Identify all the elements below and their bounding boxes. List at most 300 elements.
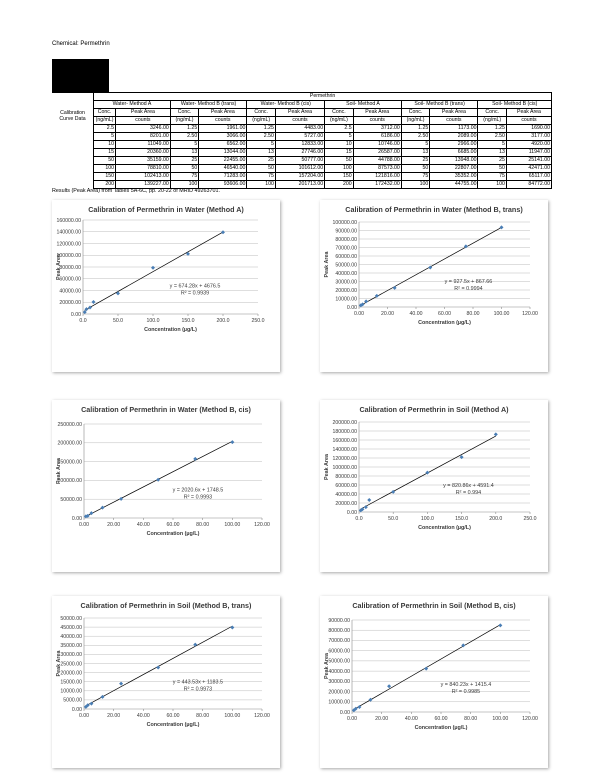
data-point: [92, 300, 96, 304]
x-tick-label: 50.0: [112, 318, 124, 324]
data-point: [393, 286, 397, 290]
area-cell: 27746.00: [275, 149, 324, 157]
x-tick-label: 20.00: [375, 716, 389, 722]
conc-cell: 2.5: [325, 125, 353, 133]
x-tick-label: 100.0: [146, 318, 160, 324]
y-tick-label: 20000.00: [59, 300, 81, 307]
y-tick-label: 120000.00: [56, 241, 81, 248]
calibration-curve-label: Calibration Curve Data: [59, 109, 86, 123]
y-tick-label: 200000.00: [57, 440, 82, 447]
area-cell: 102413.00: [116, 173, 171, 181]
table-spacer: [52, 141, 94, 149]
group-header: Soil- Method B (trans): [401, 101, 478, 109]
y-tick-label: 10000.00: [60, 688, 82, 695]
area-header: Peak Area: [199, 109, 247, 117]
chart-title: Calibration of Permethrin in Water (Method B, cis): [81, 405, 251, 414]
chart-svg: [52, 200, 280, 372]
conc-header: Conc.: [247, 109, 275, 117]
area-cell: 172432.00: [353, 181, 401, 189]
y-tick-label: 35000.00: [60, 643, 82, 650]
conc-cell: 75: [478, 173, 506, 181]
x-tick-label: 0.00: [346, 716, 358, 722]
conc-cell: 15: [94, 149, 116, 157]
area-cell: 2966.00: [430, 141, 478, 149]
area-cell: 6562.00: [199, 141, 247, 149]
area-cell: 50777.00: [275, 157, 324, 165]
table-title: Permethrin: [94, 93, 552, 101]
x-tick-label: 0.0: [355, 516, 363, 522]
x-tick-label: 50.0: [388, 516, 399, 522]
table-spacer: [52, 157, 94, 165]
y-tick-label: 10000.00: [335, 296, 357, 303]
x-tick-label: 40.00: [409, 311, 423, 317]
chart-title: Calibration of Permethrin in Water (Method B, trans): [345, 205, 523, 214]
conc-cell: 13: [247, 149, 275, 157]
x-tick-label: 0.00: [353, 311, 365, 317]
y-tick-label: 160000.00: [56, 217, 81, 224]
conc-cell: 50: [247, 165, 275, 173]
conc-cell: 150: [325, 173, 353, 181]
conc-header: (ng/mL): [325, 117, 353, 125]
conc-cell: 1.25: [247, 125, 275, 133]
area-cell: 5727.00: [275, 133, 324, 141]
conc-cell: 75: [170, 173, 198, 181]
area-cell: 44788.00: [353, 157, 401, 165]
y-tick-label: 20000.00: [335, 500, 357, 507]
x-tick-label: 250.0: [523, 516, 537, 522]
y-tick-label: 20000.00: [60, 670, 82, 677]
data-point: [193, 643, 197, 647]
x-tick-label: 0.00: [78, 522, 90, 528]
area-cell: 3712.00: [353, 125, 401, 133]
chart-svg: [320, 200, 548, 372]
conc-cell: 100: [94, 165, 116, 173]
conc-cell: 10: [94, 141, 116, 149]
x-tick-label: 200.0: [489, 516, 503, 522]
conc-cell: 2.50: [247, 133, 275, 141]
area-cell: 12833.00: [275, 141, 324, 149]
x-tick-label: 80.00: [466, 311, 480, 317]
conc-header: (ng/mL): [247, 117, 275, 125]
chart-svg: [52, 400, 280, 572]
area-header: Peak Area: [506, 109, 551, 117]
area-cell: 8201.00: [116, 133, 171, 141]
y-tick-label: 250000.00: [57, 421, 82, 428]
y-tick-label: 50000.00: [60, 497, 82, 503]
area-header: Peak Area: [353, 109, 401, 117]
y-tick-label: 120000.00: [332, 455, 357, 462]
x-axis-label: Concentration (µg/L): [146, 722, 200, 728]
x-axis-label: Concentration (µg/L): [144, 327, 197, 333]
y-tick-label: 90000.00: [328, 617, 350, 624]
area-cell: 22807.00: [430, 165, 478, 173]
area-cell: 139227.00: [116, 181, 171, 189]
conc-header: Conc.: [170, 109, 198, 117]
x-tick-label: 20.00: [107, 522, 121, 528]
trendline: [85, 232, 223, 310]
conc-cell: 75: [401, 173, 429, 181]
conc-header: (ng/mL): [94, 117, 116, 125]
data-point: [101, 506, 105, 510]
table-row: [52, 165, 552, 173]
group-header: Water- Method A: [94, 101, 171, 109]
y-tick-label: 0.00: [346, 304, 357, 311]
x-tick-label: 60.00: [166, 522, 180, 528]
y-tick-label: 140000.00: [56, 229, 81, 236]
area-cell: 10746.00: [353, 141, 401, 149]
x-tick-label: 60.00: [434, 716, 448, 722]
conc-cell: 1.25: [478, 125, 506, 133]
x-tick-label: 120.00: [254, 713, 270, 719]
area-header: Peak Area: [275, 109, 324, 117]
chart-water-method-b-cis: [52, 400, 280, 572]
trendline-equation: y = 443.53x + 1183.5: [172, 679, 224, 686]
conc-header: (ng/mL): [401, 117, 429, 125]
chart-title: Calibration of Permethrin in Soil (Method B, trans): [80, 601, 252, 610]
area-cell: 20360.00: [116, 149, 171, 157]
table-spacer: [52, 149, 94, 157]
y-tick-label: 180000.00: [332, 428, 357, 435]
x-tick-label: 80.00: [196, 713, 210, 719]
conc-cell: 15: [325, 149, 353, 157]
data-point: [193, 457, 197, 461]
x-tick-label: 60.00: [438, 311, 451, 317]
area-header: Peak Area: [430, 109, 478, 117]
area-cell: 6685.00: [430, 149, 478, 157]
area-cell: 3177.00: [506, 133, 551, 141]
trendline-equation: y = 2020.6x + 1748.5: [172, 487, 224, 494]
y-tick-label: 20000.00: [335, 287, 357, 294]
conc-cell: 100: [170, 181, 198, 189]
y-tick-label: 90000.00: [335, 228, 357, 235]
data-point: [230, 626, 234, 630]
area-cell: 6186.00: [353, 133, 401, 141]
chart-soil-method-b-cis: [320, 596, 548, 768]
x-tick-label: 40.00: [136, 522, 150, 528]
table-row: [52, 173, 552, 181]
area-cell: 3246.00: [116, 125, 171, 133]
conc-cell: 50: [478, 165, 506, 173]
table-corner: [52, 101, 94, 109]
data-point: [369, 698, 373, 702]
data-point: [460, 455, 464, 459]
y-tick-label: 80000.00: [59, 264, 81, 271]
area-cell: 121816.00: [353, 173, 401, 181]
area-cell: 35159.00: [116, 157, 171, 165]
x-tick-label: 100.0: [420, 516, 434, 522]
y-tick-label: 100000.00: [332, 464, 357, 471]
group-header: Water- Method B (cis): [247, 101, 325, 109]
area-cell: 3066.00: [199, 133, 247, 141]
area-cell: 71283.00: [199, 173, 247, 181]
area-cell: 42471.00: [506, 165, 551, 173]
table-spacer: [52, 165, 94, 173]
conc-cell: 2.5: [94, 125, 116, 133]
x-tick-label: 250.0: [251, 318, 265, 324]
x-tick-label: 100.00: [492, 716, 509, 722]
y-tick-label: 140000.00: [332, 446, 357, 453]
r-squared: R² = 0.994: [455, 489, 482, 496]
y-axis-label: Peak Area: [56, 650, 62, 677]
chart-svg: [320, 596, 548, 768]
x-tick-label: 100.00: [493, 311, 510, 317]
x-tick-label: 60.00: [166, 713, 180, 719]
conc-header: (ng/mL): [478, 117, 506, 125]
r-squared: R² = 0.9973: [183, 686, 213, 693]
conc-header: (ng/mL): [170, 117, 198, 125]
conc-cell: 50: [325, 157, 353, 165]
y-axis-label: Peak Area: [56, 458, 62, 484]
x-tick-label: 0.0: [79, 318, 87, 324]
x-tick-label: 40.00: [136, 713, 150, 719]
group-header: Soil- Method A: [325, 101, 402, 109]
conc-cell: 13: [401, 149, 429, 157]
conc-cell: 50: [401, 165, 429, 173]
y-tick-label: 50000.00: [328, 658, 350, 665]
y-axis-label: Peak Area: [324, 454, 330, 480]
y-tick-label: 0.00: [71, 515, 82, 522]
conc-cell: 5: [478, 141, 506, 149]
chart-svg: [320, 400, 548, 572]
area-header: counts: [275, 117, 324, 125]
conc-cell: 200: [94, 181, 116, 189]
y-tick-label: 30000.00: [328, 679, 350, 686]
conc-cell: 50: [94, 157, 116, 165]
conc-cell: 5: [94, 133, 116, 141]
area-header: counts: [353, 117, 401, 125]
y-tick-label: 40000.00: [335, 491, 357, 498]
trendline-equation: y = 820.86x + 4591.4: [443, 482, 494, 489]
y-tick-label: 30000.00: [335, 279, 357, 286]
area-header: counts: [199, 117, 247, 125]
chemical-label: Chemical: Permethrin: [52, 41, 110, 47]
area-cell: 13044.00: [199, 149, 247, 157]
y-tick-label: 15000.00: [60, 679, 82, 686]
y-tick-label: 80000.00: [335, 473, 357, 480]
chart-title: Calibration of Permethrin in Soil (Method A): [359, 405, 509, 414]
table-corner: [52, 93, 94, 101]
trendline-equation: y = 840.23x + 1415.4: [440, 682, 492, 689]
x-axis-label: Concentration (µg/L): [414, 725, 468, 731]
y-tick-label: 0.00: [346, 509, 357, 516]
area-cell: 1690.00: [506, 125, 551, 133]
trendline: [86, 626, 232, 706]
y-tick-label: 5000.00: [63, 697, 82, 704]
conc-cell: 100: [478, 181, 506, 189]
area-cell: 84772.00: [506, 181, 551, 189]
chart-water-method-a: [52, 200, 280, 372]
x-tick-label: 150.0: [455, 516, 469, 522]
x-tick-label: 120.00: [254, 522, 270, 528]
x-axis-label: Concentration (µg/L): [146, 531, 200, 537]
chart-soil-method-a: [320, 400, 548, 572]
r-squared: R² = 0.9985: [451, 689, 481, 696]
data-point: [367, 498, 371, 502]
data-point: [101, 695, 105, 699]
y-tick-label: 50000.00: [60, 615, 82, 622]
conc-cell: 13: [170, 149, 198, 157]
x-tick-label: 80.00: [464, 716, 478, 722]
data-point: [387, 684, 391, 688]
r-squared: R² = 0.9993: [183, 494, 213, 501]
r-squared: R² = 0.9994: [454, 286, 483, 293]
table-row: [52, 149, 552, 157]
x-tick-label: 20.00: [381, 311, 394, 317]
y-tick-label: 60000.00: [335, 482, 357, 489]
y-tick-label: 30000.00: [60, 652, 82, 659]
area-cell: 13948.00: [430, 157, 478, 165]
area-header: counts: [506, 117, 551, 125]
area-cell: 26587.00: [353, 149, 401, 157]
area-cell: 101612.00: [275, 165, 324, 173]
area-cell: 46540.00: [199, 165, 247, 173]
table-row: [52, 141, 552, 149]
area-cell: 157204.00: [275, 173, 324, 181]
conc-cell: 150: [94, 173, 116, 181]
conc-cell: 13: [478, 149, 506, 157]
area-cell: 87573.00: [353, 165, 401, 173]
conc-cell: 50: [170, 165, 198, 173]
y-tick-label: 60000.00: [59, 276, 81, 283]
conc-cell: 25: [401, 157, 429, 165]
conc-cell: 25: [478, 157, 506, 165]
table-spacer: [52, 125, 94, 133]
x-tick-label: 100.00: [224, 713, 241, 719]
x-tick-label: 150.0: [181, 318, 195, 324]
area-header: counts: [116, 117, 171, 125]
y-tick-label: 60000.00: [335, 253, 357, 260]
y-tick-label: 40000.00: [59, 288, 81, 295]
area-cell: 2089.00: [430, 133, 478, 141]
area-cell: 93606.00: [199, 181, 247, 189]
r-squared: R² = 0.9939: [180, 290, 210, 297]
area-header: Peak Area: [116, 109, 171, 117]
area-cell: 78810.00: [116, 165, 171, 173]
table-spacer: [52, 133, 94, 141]
area-cell: 25141.00: [506, 157, 551, 165]
y-tick-label: 45000.00: [60, 624, 82, 631]
area-cell: 4920.00: [506, 141, 551, 149]
conc-cell: 5: [401, 141, 429, 149]
area-cell: 65117.00: [506, 173, 551, 181]
chart-svg: [52, 596, 280, 768]
area-cell: 201713.00: [275, 181, 324, 189]
area-cell: 1961.00: [199, 125, 247, 133]
group-header: Water- Method B (trans): [170, 101, 247, 109]
calibration-table: [52, 92, 552, 189]
conc-cell: 5: [325, 133, 353, 141]
y-tick-label: 150000.00: [57, 459, 82, 466]
data-point: [500, 225, 504, 229]
y-tick-label: 80000.00: [328, 628, 350, 635]
conc-cell: 200: [325, 181, 353, 189]
conc-cell: 25: [170, 157, 198, 165]
y-axis-label: Peak Area: [324, 653, 330, 679]
area-cell: 11947.00: [506, 149, 551, 157]
x-tick-label: 40.00: [404, 716, 418, 722]
area-cell: 35352.00: [430, 173, 478, 181]
y-tick-label: 40000.00: [60, 634, 82, 640]
y-tick-label: 100000.00: [57, 478, 82, 485]
chart-title: Calibration of Permethrin in Water (Method A): [88, 205, 244, 214]
x-axis-label: Concentration (µg/L): [418, 320, 471, 326]
y-tick-label: 60000.00: [328, 648, 350, 655]
x-axis-label: Concentration (µg/L): [418, 525, 471, 531]
y-tick-label: 100000.00: [332, 219, 357, 226]
conc-cell: 2.50: [478, 133, 506, 141]
trendline-equation: y = 927.5x + 867.66: [444, 279, 493, 286]
y-axis-label: Peak Area: [56, 254, 62, 280]
y-axis-label: Peak Area: [324, 251, 330, 278]
x-tick-label: 20.00: [107, 713, 121, 719]
group-header: Soil- Method B (cis): [478, 101, 552, 109]
y-tick-label: 50000.00: [335, 262, 357, 269]
y-tick-label: 0.00: [71, 706, 82, 713]
data-point: [498, 623, 502, 627]
data-point: [221, 230, 225, 234]
conc-cell: 10: [325, 141, 353, 149]
conc-header: Conc.: [478, 109, 506, 117]
x-tick-label: 80.00: [196, 522, 210, 528]
y-tick-label: 0.00: [70, 311, 81, 318]
area-cell: 4483.00: [275, 125, 324, 133]
x-tick-label: 120.00: [522, 311, 538, 317]
data-point: [494, 432, 498, 436]
conc-cell: 100: [401, 181, 429, 189]
conc-cell: 1.25: [401, 125, 429, 133]
table-row: [52, 157, 552, 165]
conc-cell: 100: [325, 165, 353, 173]
y-tick-label: 200000.00: [332, 419, 357, 426]
y-tick-label: 80000.00: [335, 236, 357, 243]
data-point: [119, 682, 123, 686]
y-tick-label: 70000.00: [328, 638, 350, 645]
table-row: [52, 125, 552, 133]
conc-cell: 5: [170, 141, 198, 149]
y-tick-label: 20000.00: [328, 689, 350, 696]
conc-cell: 5: [247, 141, 275, 149]
chart-title: Calibration of Permethrin in Soil (Method B, cis): [352, 601, 516, 610]
y-tick-label: 100000.00: [56, 253, 81, 260]
data-point: [230, 440, 234, 444]
conc-cell: 2.50: [401, 133, 429, 141]
y-tick-label: 160000.00: [332, 437, 357, 444]
y-tick-label: 10000.00: [328, 699, 350, 706]
chart-soil-method-b-trans: [52, 596, 280, 768]
y-tick-label: 40000.00: [335, 270, 357, 277]
area-cell: 22455.00: [199, 157, 247, 165]
table-spacer: [52, 173, 94, 181]
conc-header: Conc.: [94, 109, 116, 117]
data-point: [151, 266, 155, 270]
redaction-box: [52, 59, 109, 93]
x-tick-label: 120.00: [522, 716, 538, 722]
y-tick-label: 70000.00: [335, 245, 357, 252]
x-tick-label: 0.00: [78, 713, 90, 719]
y-tick-label: 40000.00: [328, 668, 350, 675]
area-cell: 44755.00: [430, 181, 478, 189]
conc-header: Conc.: [401, 109, 429, 117]
results-note: Results (Peak Area) from Tables 5A-6C, pp. 20-22 of MRID 49263701.: [52, 188, 220, 194]
x-tick-label: 100.00: [224, 522, 241, 528]
conc-cell: 100: [247, 181, 275, 189]
area-header: counts: [430, 117, 478, 125]
y-tick-label: 25000.00: [60, 661, 82, 668]
area-cell: 11049.00: [116, 141, 171, 149]
chart-water-method-b-trans: [320, 200, 548, 372]
conc-header: Conc.: [325, 109, 353, 117]
area-cell: 1173.00: [430, 125, 478, 133]
